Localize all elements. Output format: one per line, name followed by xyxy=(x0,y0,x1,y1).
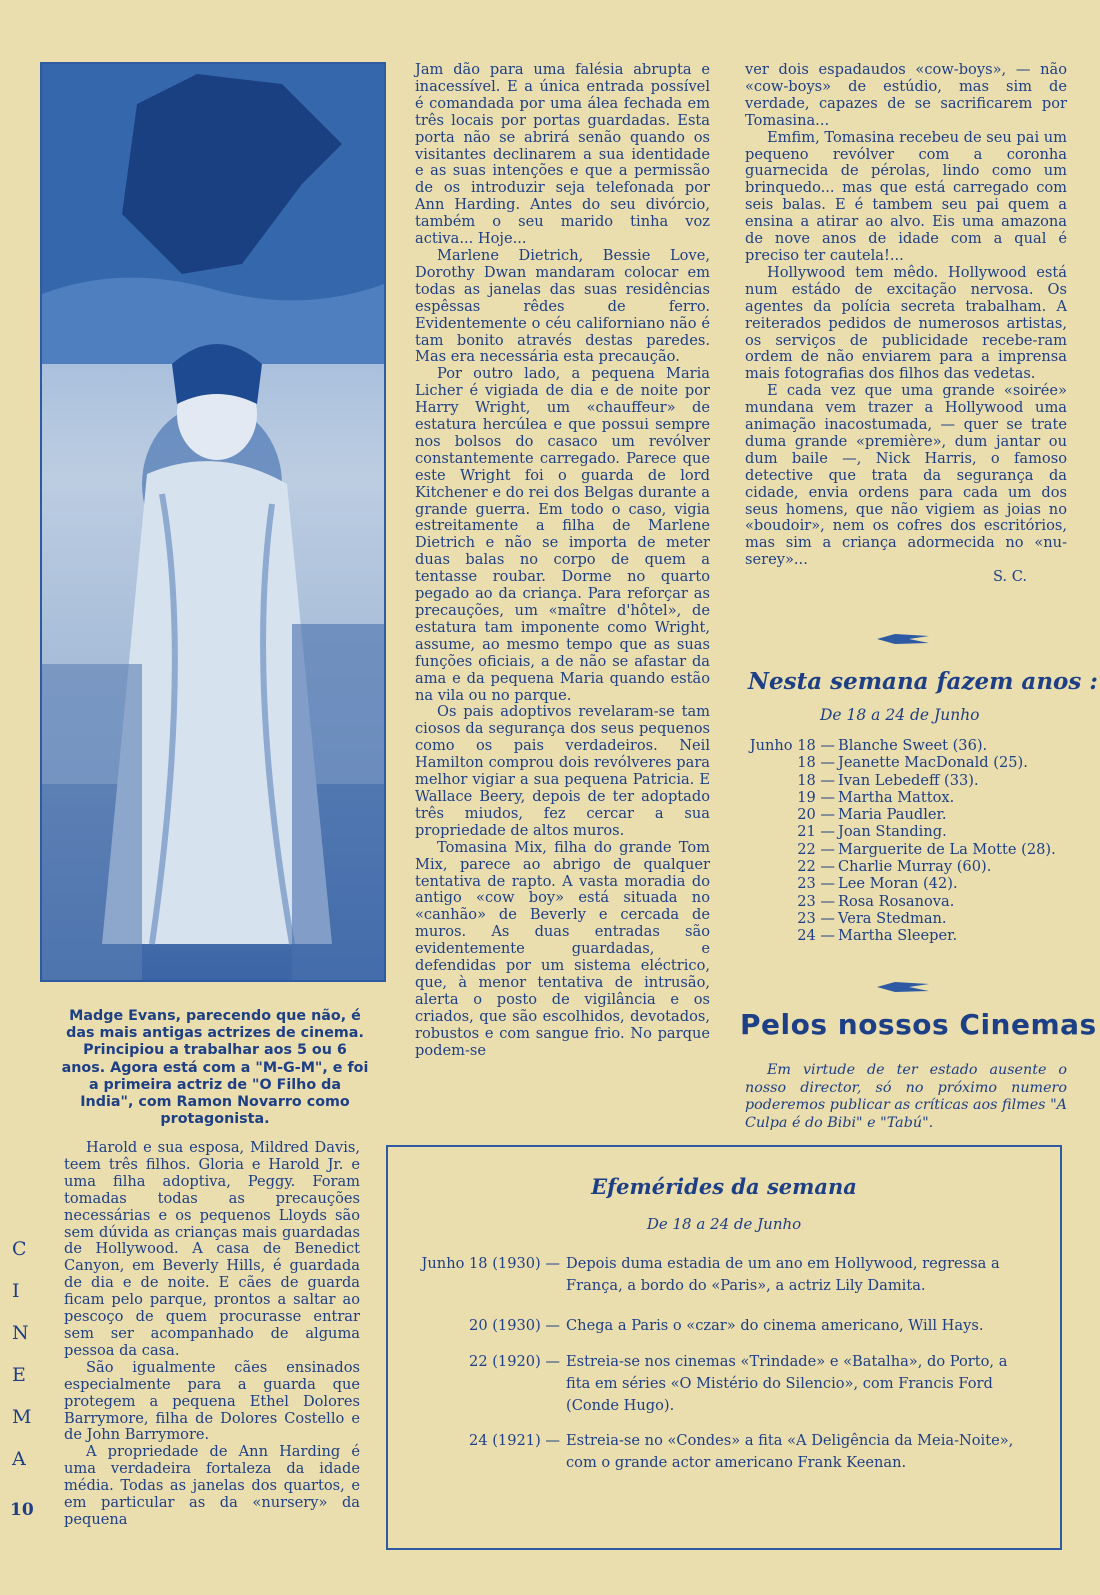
birthday-date: 22 — xyxy=(797,858,835,876)
margin-letter: C xyxy=(12,1238,27,1260)
column-middle xyxy=(415,62,710,1059)
list-item xyxy=(740,789,1056,806)
margin-letter: E xyxy=(12,1364,26,1386)
ephemeris-text: Estreia-se nos cinemas «Trindade» e «Batalha», do Porto, a fita em séries «O Mistério do Silencio», com Francis Ford (Conde Hugo). xyxy=(566,1353,1008,1414)
birthday-name: Lee Moran (42). xyxy=(838,875,958,893)
list-item xyxy=(740,893,1056,910)
birthday-name: Joan Standing. xyxy=(838,823,947,841)
ephemeris-date: 20 (1930) — xyxy=(469,1317,560,1334)
photo-illustration xyxy=(42,64,384,980)
cinemas-text: Em virtude de ter estado ausente o nosso director, só no próximo numero poderemos publicar as críticas aos filmes "A Culpa é do Bibi" e "Tabú". xyxy=(745,1062,1067,1131)
list-item xyxy=(740,806,1056,823)
paragraph: Jam dão para uma falésia abrupta e inacessível. E a única entrada possível é comandada por uma álea fechada em três locais por portas guardadas. Esta porta não se abrirá senão quando os visitantes declinarem a sua identidade e as suas intenções e que a permissão de os introduzir seja telefonada por Ann Harding. Antes do seu divórcio, também o seu marido tinha voz activa... Hoje... xyxy=(415,61,710,248)
birthday-date: 19 — xyxy=(797,788,835,806)
list-item xyxy=(402,1315,1042,1341)
birthdays-subtitle: De 18 a 24 de Junho xyxy=(820,706,980,724)
birthday-date: Junho 18 — xyxy=(749,737,835,754)
paragraph: ver dois espadaudos «cow-boys», — não «cow-boys» de estúdio, mas sim de verdade, capazes de se sacrificarem por Tomasina... xyxy=(745,61,1067,129)
margin-letter: A xyxy=(12,1448,26,1470)
margin-letter: I xyxy=(12,1280,20,1302)
ephemeris-text: Estreia-se no «Condes» a fita «A Deligência da Meia-Noite», com o grande actor americano Frank Keenan. xyxy=(566,1432,1014,1471)
birthday-name: Martha Sleeper. xyxy=(838,927,958,945)
paragraph: Os pais adoptivos revelaram-se tam ciosos da segurança dos seus pequenos como os pais verdadeiros. Neil Hamilton comprou dois revólveres para melhor vigiar a sua pequena Patricia. E Wallace Beery, depois de ter adoptado três miudos, fez cercar a sua propriedade de altos muros. xyxy=(415,703,710,839)
list-item xyxy=(740,754,1056,771)
photo-caption: Madge Evans, parecendo que não, é das mais antigas actrizes de cinema. Principiou a trabalhar aos 5 ou 6 anos. Agora está com a "M-G-M", e foi a primeira actriz de "O Filho da India", com Ramon Novarro como protagonista. xyxy=(61,1008,369,1128)
birthday-name: Maria Paudler. xyxy=(838,806,947,824)
birthday-date: 24 — xyxy=(797,927,835,945)
ephemeris-text: Chega a Paris o «czar» do cinema americano, Will Hays. xyxy=(566,1317,984,1334)
list-item xyxy=(740,910,1056,927)
birthday-date: 18 — xyxy=(797,771,835,789)
birthday-date: 21 — xyxy=(797,823,835,841)
list-item xyxy=(740,927,1056,944)
birthday-name: Charlie Murray (60). xyxy=(838,858,992,876)
signature: S. C. xyxy=(992,568,1027,586)
list-item xyxy=(402,1351,1042,1421)
birthday-date: 23 — xyxy=(797,875,835,893)
list-item xyxy=(740,858,1056,875)
ephemeris-date: 24 (1921) — xyxy=(469,1432,560,1449)
list-item xyxy=(740,875,1056,892)
birthdays-title: Nesta semana fazem anos : xyxy=(748,668,1098,695)
birthday-name: Vera Stedman. xyxy=(838,909,947,927)
ephemeris-text: Depois duma estadia de um ano em Hollywood, regressa a França, a bordo do «Paris», a actriz Lily Damita. xyxy=(566,1255,1000,1294)
paragraph: Emfim, Tomasina recebeu de seu pai um pequeno revólver com a coronha guarnecida de pérolas, lindo como um brinquedo... mas que está carregado com seis balas. E é tambem seu pai quem a ensina a atirar ao alvo. Eis uma amazona de nove anos de idade com a qual é preciso ter cautela!... xyxy=(745,128,1067,264)
list-item xyxy=(740,772,1056,789)
list-item xyxy=(740,841,1056,858)
cinemas-title: Pelos nossos Cinemas xyxy=(740,1008,1097,1041)
ornament-icon xyxy=(875,632,931,646)
ornament-icon xyxy=(875,980,931,994)
paragraph: E cada vez que uma grande «soirée» mundana vem trazer a Hollywood uma animação inacostumada, — quer se trate duma grande «première», dum jantar ou dum baile —, Nick Harris, o famoso detective que trata da segurança da cidade, envia ordens para cada um dos seus homens, que não vigiem as joias no «boudoir», nem os cofres dos escritórios, mas sim a criança adormecida no «nu-serey»... xyxy=(745,382,1067,569)
birthday-name: Martha Mattox. xyxy=(838,788,955,806)
paragraph: São igualmente cães ensinados especialmente para a guarda que protegem a pequena Ethel Dolores Barrymore, filha de Dolores Costello e de John Barrymore. xyxy=(64,1358,360,1444)
paragraph: Marlene Dietrich, Bessie Love, Dorothy Dwan mandaram colocar em todas as janelas das suas residências espêssas rêdes de ferro. Evidentemente o céu californiano não é tam bonito através destas paredes. Mas era necessária esta precaução. xyxy=(415,246,710,366)
column-left-bottom xyxy=(64,1140,360,1529)
paragraph: Harold e sua esposa, Mildred Davis, teem três filhos. Gloria e Harold Jr. e uma filha adoptiva, Peggy. Foram tomadas todas as precauções necessárias e os pequenos Lloyds são sem dúvida as crianças mais guardadas de Hollywood. A casa de Benedict Canyon, em Beverly Hills, é guardada de dia e de noite. E cães de guarda ficam pelo parque, prontos a saltar ao pescoço de quem procurasse entrar sem ser acompanhado de alguma pessoa da casa. xyxy=(64,1139,360,1359)
birthday-date: 18 — xyxy=(797,754,835,772)
ephemerides-box xyxy=(386,1145,1062,1550)
margin-letter: M xyxy=(12,1406,32,1428)
birthday-name: Ivan Lebedeff (33). xyxy=(838,771,979,789)
paragraph: A propriedade de Ann Harding é uma verdadeira fortaleza da idade média. Todas as janelas dos quartos, e em particular as da «nursery» da pequena xyxy=(64,1443,360,1528)
birthday-date: 23 — xyxy=(797,892,835,910)
birthday-date: 23 — xyxy=(797,909,835,927)
list-item xyxy=(402,1253,1042,1303)
ephemerides-title: Efemérides da semana xyxy=(591,1174,857,1199)
ephemeris-date: 22 (1920) — xyxy=(469,1353,560,1370)
list-item xyxy=(740,823,1056,840)
ephemerides-subtitle: De 18 a 24 de Junho xyxy=(646,1215,802,1233)
ephemeris-date: Junho 18 (1930) — xyxy=(421,1255,560,1272)
paragraph: Por outro lado, a pequena Maria Licher é vigiada de dia e de noite por Harry Wright, um «chauffeur» de estatura hercúlea e que possui sempre nos bolsos do casaco um revólver constantemente carregado. Parece que este Wright foi o guarda de lord Kitchener e do rei dos Belgas durante a grande guerra. Em todo o caso, vigia estreitamente a filha de Marlene Dietrich e não se importa de meter duas balas no corpo de quem a tentasse roubar. Dorme no quarto pegado ao da criança. Para reforçar as precauções, um «maître d'hôtel», de estatura tam imponente como Wright, assume, ao mesmo tempo que as suas funções oficiais, a de não se afastar da ama e da pequena Maria quando estão na vila ou no parque. xyxy=(415,365,710,704)
paragraph: Hollywood tem mêdo. Hollywood está num estádo de excitação nervosa. Os agentes da polícia secreta trabalham. A reiterados pedidos de numerosos artistas, os serviços de publicidade recebe-ram ordem de não enviarem para a imprensa mais fotografias dos filhos das vedetas. xyxy=(745,263,1067,383)
birthday-date: 20 — xyxy=(797,806,835,824)
birthday-name: Jeanette MacDonald (25). xyxy=(838,754,1028,772)
list-item xyxy=(402,1430,1042,1500)
birthday-name: Marguerite de La Motte (28). xyxy=(838,840,1056,858)
photo-madge-evans xyxy=(40,62,386,982)
birthday-name: Blanche Sweet (36). xyxy=(838,737,988,754)
list-item xyxy=(740,737,1056,754)
column-right xyxy=(745,62,1067,586)
page-number: 10 xyxy=(10,1500,34,1520)
birthday-date: 22 — xyxy=(797,840,835,858)
birthdays-list xyxy=(740,737,1056,945)
paragraph: Tomasina Mix, filha do grande Tom Mix, parece ao abrigo de qualquer tentativa de rapto. A vasta moradia do antigo «cow boy» está situada no «canhão» de Beverly e cercada de muros. As duas entradas são evidentemente guardadas, e defendidas por um sistema eléctrico, que, à menor tentativa de intrusão, alerta o posto de vigilância e os criados, que são escolhidos, devotados, robustos e com sangue frio. No parque podem-se xyxy=(415,838,710,1059)
birthday-name: Rosa Rosanova. xyxy=(838,892,955,910)
margin-letter: N xyxy=(12,1322,29,1344)
